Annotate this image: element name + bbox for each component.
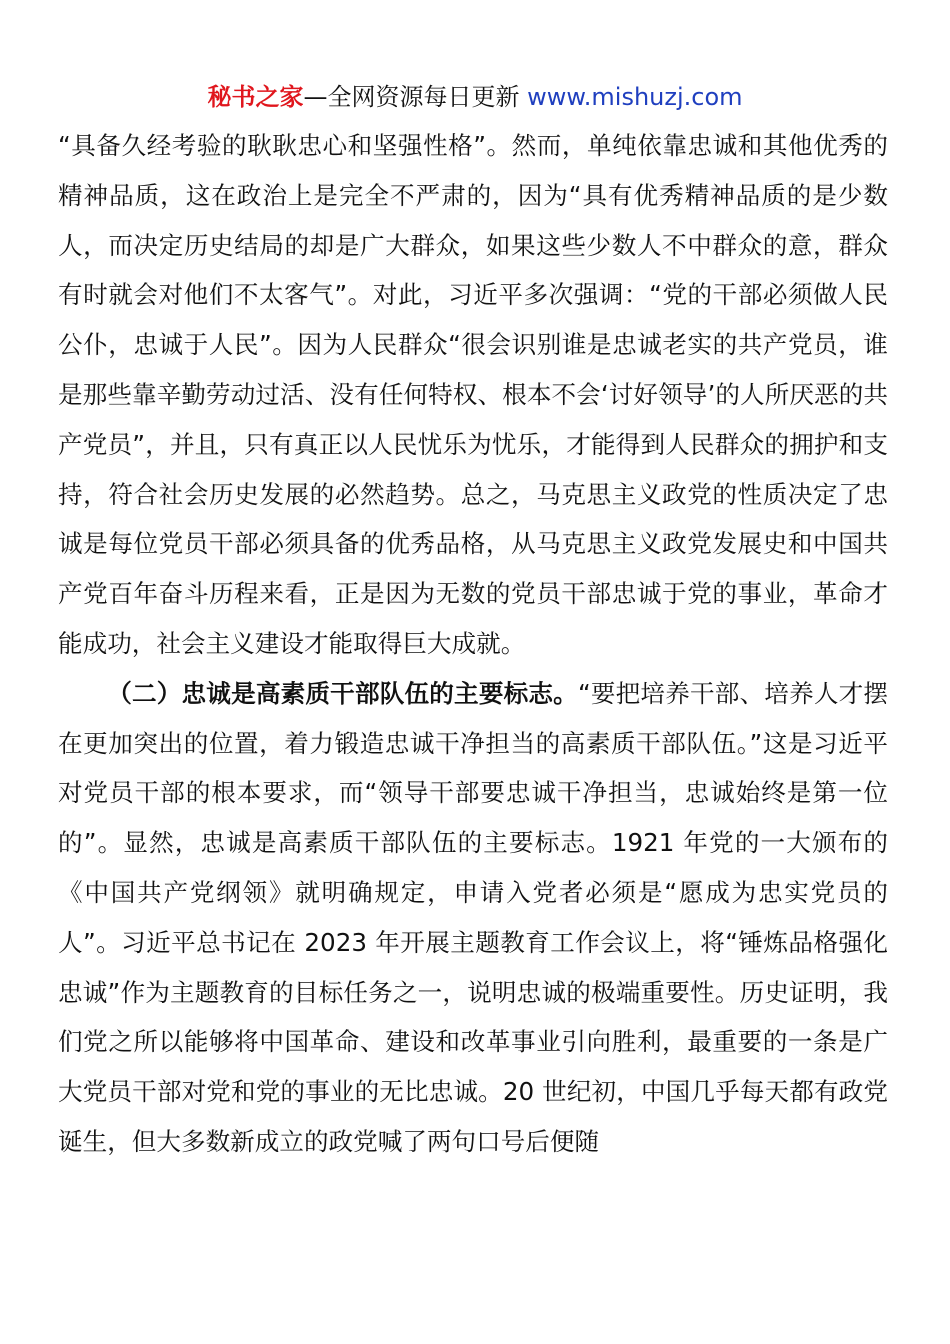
header-brand: 秘书之家 — [207, 83, 304, 111]
page-header — [0, 80, 950, 114]
document-body — [58, 121, 888, 1167]
header-tagline: —全网资源每日更新 — [303, 83, 528, 111]
paragraph-1 — [58, 121, 888, 669]
paragraph-2-text: “要把培养干部、培养人才摆在更加突出的位置，着力锻造忠诚干净担当的高素质干部队伍。”这是习近平对党员干部的根本要求，而“领导干部要忠诚干净担当，忠诚始终是第一位的”。显然，忠诚是高素质干部队伍的主要标志。1921 年党的一大颁布的《中国共产党纲领》就明确规定，申请入党者必须是“愿成为忠实党员的人”。习近平总书记在 2023 年开展主题教育工作会议上，将“锤炼品格强化忠诚”作为主题教育的目标任务之一，说明忠诚的极端重要性。历史证明，我们党之所以能够将中国革命、建设和改革事业引向胜利，最重要的一条是广大党员干部对党和党的事业的无比忠诚。20 世纪初，中国几乎每天都有政党诞生，但大多数新成立的政党喊了两句口号后便随 — [58, 678, 888, 1156]
paragraph-2 — [58, 669, 888, 1167]
section-heading: （二）忠诚是高素质干部队伍的主要标志。 — [107, 678, 578, 708]
paragraph-1-text: “具备久经考验的耿耿忠心和坚强性格”。然而，单纯依靠忠诚和其他优秀的精神品质，这在政治上是完全不严肃的，因为“具有优秀精神品质的是少数人，而决定历史结局的却是广大群众，如果这些少数人不中群众的意，群众有时就会对他们不太客气”。对此，习近平多次强调：“党的干部必须做人民公仆，忠诚于人民”。因为人民群众“很会识别谁是忠诚老实的共产党员，谁是那些靠辛勤劳动过活、没有任何特权、根本不会‘讨好领导’的人所厌恶的共产党员”，并且，只有真正以人民忧乐为忧乐，才能得到人民群众的拥护和支持，符合社会历史发展的必然趋势。总之，马克思主义政党的性质决定了忠诚是每位党员干部必须具备的优秀品格，从马克思主义政党发展史和中国共产党百年奋斗历程来看，正是因为无数的党员干部忠诚于党的事业，革命才能成功，社会主义建设才能取得巨大成就。 — [58, 131, 888, 658]
header-url-link[interactable]: www.mishuzj.com — [527, 83, 743, 111]
